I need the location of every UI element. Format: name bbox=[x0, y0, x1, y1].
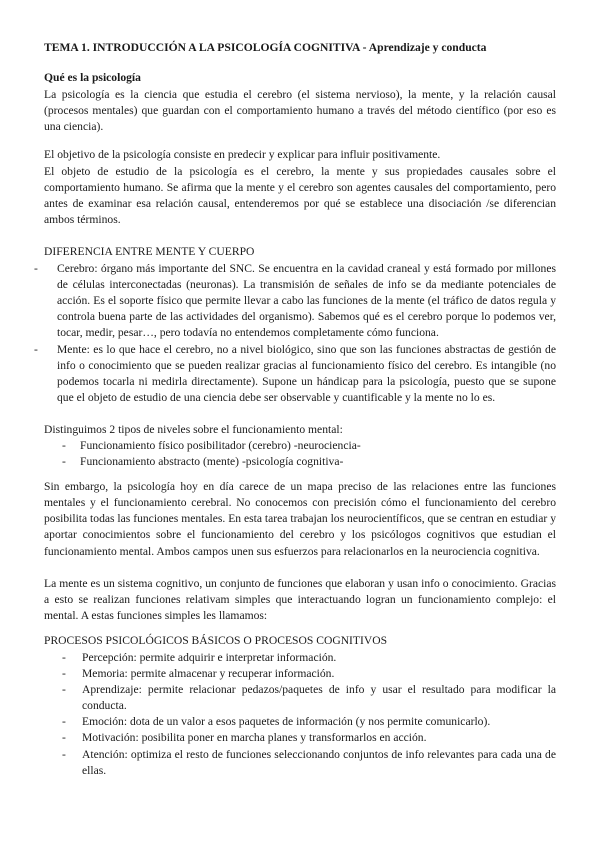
difference-list bbox=[34, 261, 556, 406]
dash-bullet: - bbox=[62, 731, 66, 745]
list-item bbox=[44, 438, 556, 454]
list-item bbox=[44, 730, 556, 746]
list-item-text: Atención: optimiza el resto de funciones seleccionando conjuntos de info relevantes para cada una de ellas. bbox=[82, 747, 556, 777]
list-item-text: Emoción: dota de un valor a esos paquetes de información (y nos permite comunicarlo). bbox=[82, 715, 491, 729]
dash-bullet: - bbox=[62, 683, 66, 697]
list-item-text: Memoria: permite almacenar y recuperar información. bbox=[82, 667, 335, 681]
paragraph-objective: El objetivo de la psicología consiste en predecir y explicar para influir positivamente. bbox=[44, 148, 441, 162]
dash-bullet: - bbox=[34, 262, 38, 276]
dash-bullet: - bbox=[62, 438, 66, 452]
list-item bbox=[44, 714, 556, 730]
list-item bbox=[44, 454, 556, 470]
list-item-text: Mente: es lo que hace el cerebro, no a nivel biológico, sino que son las funciones abstractas de gestión de info o conocimiento que se pueden realizar gracias al funcionamiento físico del cerebro. Es intangible (no podemos tocarla ni medirla directamente). Supone un hándicap para la psicología, puesto que se supone que el objeto de estudio de una ciencia debe ser observable y cuantificable y la mente no lo es. bbox=[57, 342, 556, 404]
dash-bullet: - bbox=[62, 651, 66, 664]
dash-bullet: - bbox=[62, 747, 66, 761]
list-item bbox=[44, 650, 556, 666]
paragraph-definition: La psicología es la ciencia que estudia el cerebro (el sistema nervioso), la mente, y la relación causal (procesos mentales) que guardan con el comportamiento humano a través del método científico (por eso es una ciencia). bbox=[44, 88, 556, 134]
list-item bbox=[34, 342, 556, 406]
dash-bullet: - bbox=[62, 667, 66, 681]
list-item bbox=[34, 261, 556, 341]
list-item-text: Aprendizaje: permite relacionar pedazos/paquetes de info y usar el resultado para modificar la conducta. bbox=[82, 683, 556, 713]
list-item bbox=[44, 747, 556, 779]
dash-bullet: - bbox=[62, 715, 66, 729]
list-item-text: Cerebro: órgano más importante del SNC. Se encuentra en la cavidad craneal y está formado por millones de células interconectadas (neuronas). La transmisión de señales de info se da mediante potenciales de acción. Es el soporte físico que permite llevar a cabo las funciones de la mente (el tráfico de datos regula y controla buena parte de las actividades del organismo). Sabemos qué es el cerebro porque lo podemos ver, tocar, medir, pesar…, pero todavía no entendemos completamente cómo funciona. bbox=[57, 262, 556, 340]
list-item-text: Funcionamiento físico posibilitador (cerebro) -neurociencia- bbox=[80, 438, 361, 452]
list-item-text: Funcionamiento abstracto (mente) -psicología cognitiva- bbox=[80, 455, 344, 469]
section-heading-diferencia: DIFERENCIA ENTRE MENTE Y CUERPO bbox=[44, 244, 255, 258]
section-heading-que-es: Qué es la psicología bbox=[44, 71, 141, 85]
dash-bullet: - bbox=[62, 455, 66, 469]
dash-bullet: - bbox=[34, 342, 38, 356]
processes-list bbox=[44, 650, 556, 779]
list-item bbox=[44, 682, 556, 714]
paragraph-object-of-study: El objeto de estudio de la psicología es el cerebro, la mente y sus propiedades causales sobre el comportamiento humano. Se afirma que la mente y el cerebro son agentes causales del comportamiento, pero antes de examinar esa relación causal, entenderemos por qué se establece una disociación /se diferencian ambos términos. bbox=[44, 164, 556, 226]
paragraph-cognitive-system: La mente es un sistema cognitivo, un conjunto de funciones que elaboran y usan info o conocimiento. Gracias a esto se realizan funciones relativam simples que interactuando logran un funcionamiento complejo: el mental. A estas funciones simples les llamamos: bbox=[44, 576, 556, 622]
paragraph-neuroscience: Sin embargo, la psicología hoy en día carece de un mapa preciso de las relaciones entre las funciones mentales y el funcionamiento cerebral. No conocemos con precisión cómo el funcionamiento del cerebro posibilita todas las funciones mentales. En esta tarea trabajan los neurocientíficos, que se centran en estudiar y aportar conocimientos sobre el funcionamiento del cerebro y los psicólogos cognitivos que estudian el funcionamiento mental. Ambos campos unen sus esfuerzos para relacionarlos en la neurociencia cognitiva. bbox=[44, 480, 556, 558]
levels-intro: Distinguimos 2 tipos de niveles sobre el funcionamiento mental: bbox=[44, 422, 343, 436]
levels-list bbox=[44, 438, 556, 470]
list-item-text: Motivación: posibilita poner en marcha planes y transformarlos en acción. bbox=[82, 731, 427, 745]
section-heading-procesos: PROCESOS PSICOLÓGICOS BÁSICOS O PROCESOS COGNITIVOS bbox=[44, 633, 388, 647]
list-item bbox=[44, 666, 556, 682]
list-item-text: Percepción: permite adquirir e interpretar información. bbox=[82, 651, 337, 664]
page-title: TEMA 1. INTRODUCCIÓN A LA PSICOLOGÍA COGNITIVA - Aprendizaje y conducta bbox=[44, 41, 487, 54]
